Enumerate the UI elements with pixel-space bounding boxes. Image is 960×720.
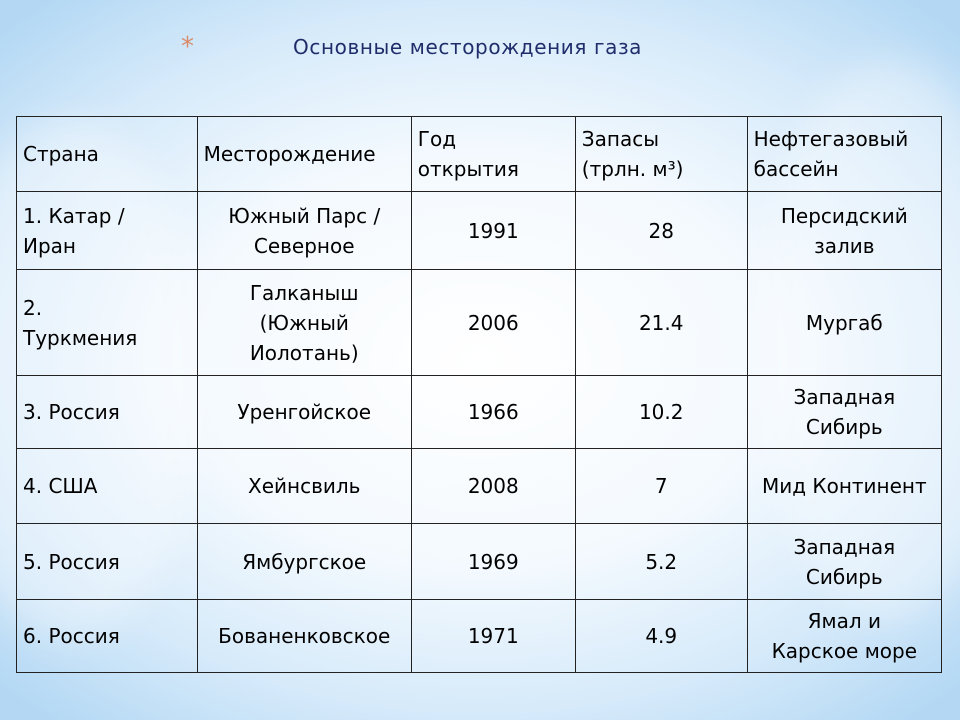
table-row: [17, 376, 942, 449]
cell-field: Южный Парс / Северное: [197, 192, 411, 270]
cell-year: 1971: [411, 600, 575, 673]
cell-year: 1966: [411, 376, 575, 449]
header-country: Страна: [17, 117, 198, 192]
table-row: [17, 192, 942, 270]
cell-country: 1. Катар / Иран: [17, 192, 198, 270]
cell-basin: Персидский залив: [747, 192, 941, 270]
cell-country: 5. Россия: [17, 524, 198, 600]
table-row: [17, 524, 942, 600]
header-reserves: Запасы (трлн. м³): [575, 117, 747, 192]
cell-field: Уренгойское: [197, 376, 411, 449]
header-year: Год открытия: [411, 117, 575, 192]
cell-year: 1969: [411, 524, 575, 600]
cell-basin: Западная Сибирь: [747, 376, 941, 449]
header-basin: Нефтегазовый бассейн: [747, 117, 941, 192]
table-row: [17, 600, 942, 673]
cell-field: Галканыш (Южный Иолотань): [197, 270, 411, 376]
cell-country: 2. Туркмения: [17, 270, 198, 376]
gas-fields-table: [16, 116, 942, 673]
cell-reserves: 10.2: [575, 376, 747, 449]
cell-basin: Западная Сибирь: [747, 524, 941, 600]
cell-country: 3. Россия: [17, 376, 198, 449]
cell-field: Ямбургское: [197, 524, 411, 600]
table-row: [17, 270, 942, 376]
cell-basin: Ямал и Карское море: [747, 600, 941, 673]
cell-reserves: 28: [575, 192, 747, 270]
cell-reserves: 21.4: [575, 270, 747, 376]
cell-field: Хейнсвиль: [197, 449, 411, 524]
cell-country: 4. США: [17, 449, 198, 524]
cell-year: 1991: [411, 192, 575, 270]
cell-basin: Мид Континент: [747, 449, 941, 524]
cell-year: 2006: [411, 270, 575, 376]
cell-basin: Мургаб: [747, 270, 941, 376]
cell-reserves: 7: [575, 449, 747, 524]
slide-title: Основные месторождения газа: [293, 35, 643, 59]
cell-reserves: 4.9: [575, 600, 747, 673]
cell-country: 6. Россия: [17, 600, 198, 673]
header-field: Месторождение: [197, 117, 411, 192]
slide-header: [0, 30, 960, 64]
cell-year: 2008: [411, 449, 575, 524]
cell-reserves: 5.2: [575, 524, 747, 600]
cell-field: Бованенковское: [197, 600, 411, 673]
table-header-row: [17, 117, 942, 192]
table-row: [17, 449, 942, 524]
title-bullet-icon: *: [181, 32, 194, 62]
